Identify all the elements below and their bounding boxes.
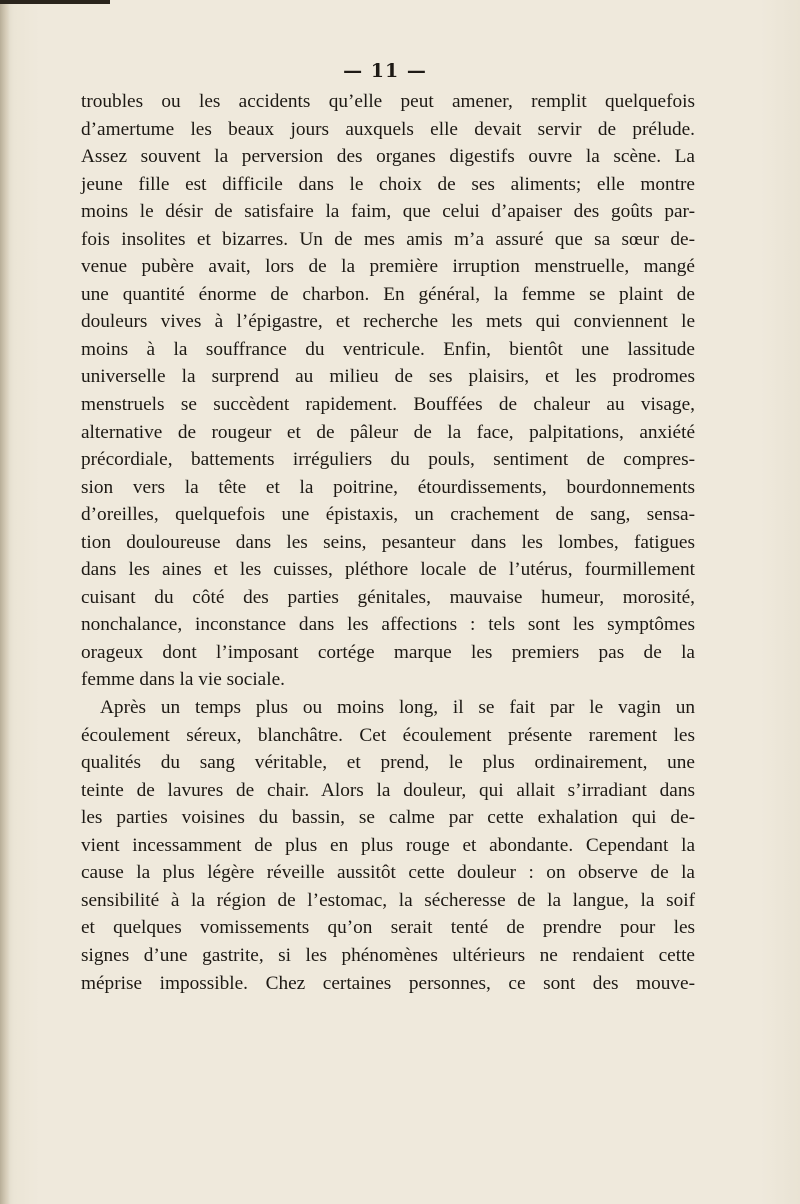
text-line: d’amertume les beaux jours auxquels elle devait servir de prélude.: [81, 118, 695, 140]
text-line: menstruels se succèdent rapidement. Bouffées de chaleur au visage,: [81, 394, 695, 416]
text-line: cuisant du côté des parties génitales, mauvaise humeur, morosité,: [81, 586, 695, 608]
text-line: une quantité énorme de charbon. En général, la femme se plaint de: [81, 283, 695, 305]
text-line: femme dans la vie sociale.: [81, 669, 285, 691]
text-line: Après un temps plus ou moins long, il se fait par le vagin un: [100, 697, 695, 719]
text-line: précordiale, battements irréguliers du pouls, sentiment de compres-: [81, 449, 695, 471]
text-line: fois insolites et bizarres. Un de mes amis m’a assuré que sa sœur de-: [81, 228, 695, 250]
text-line: dans les aines et les cuisses, pléthore locale de l’utérus, fourmillement: [81, 559, 695, 581]
binding-shadow: [0, 0, 10, 1204]
text-line: douleurs vives à l’épigastre, et recherche les mets qui conviennent le: [81, 311, 695, 333]
text-line: troubles ou les accidents qu’elle peut amener, remplit quelquefois: [81, 91, 695, 112]
text-line: venue pubère avait, lors de la première irruption menstruelle, mangé: [81, 256, 695, 278]
page-number: — 11 —: [343, 60, 427, 82]
text-line: d’oreilles, quelquefois une épistaxis, un crachement de sang, sensa-: [81, 504, 695, 526]
body-text: [81, 88, 695, 997]
text-line: sion vers la tête et la poitrine, étourdissements, bourdonnements: [81, 476, 695, 498]
page-edge-mark: [0, 0, 110, 4]
text-line: moins le désir de satisfaire la faim, que celui d’apaiser des goûts par-: [81, 201, 695, 223]
paragraph-2: [81, 694, 695, 997]
text-line: Assez souvent la perversion des organes digestifs ouvre la scène. La: [81, 146, 695, 168]
text-line: universelle la surprend au milieu de ses plaisirs, et les prodromes: [81, 366, 695, 388]
text-line: teinte de lavures de chair. Alors la douleur, qui allait s’irradiant dans: [81, 779, 695, 801]
text-line: orageux dont l’imposant cortége marque les premiers pas de la: [81, 641, 695, 663]
text-line: qualités du sang véritable, et prend, le plus ordinairement, une: [81, 752, 695, 774]
text-line: les parties voisines du bassin, se calme par cette exhalation qui de-: [81, 807, 695, 829]
text-line: écoulement séreux, blanchâtre. Cet écoulement présente rarement les: [81, 724, 695, 746]
text-line: signes d’une gastrite, si les phénomènes ultérieurs ne rendaient cette: [81, 944, 695, 966]
text-line: nonchalance, inconstance dans les affections : tels sont les symptômes: [81, 614, 695, 636]
text-line: et quelques vomissements qu’on serait tenté de prendre pour les: [81, 917, 695, 939]
text-line: cause la plus légère réveille aussitôt cette douleur : on observe de la: [81, 862, 695, 884]
text-line: méprise impossible. Chez certaines personnes, ce sont des mouve-: [81, 972, 695, 994]
text-line: tion douloureuse dans les seins, pesanteur dans les lombes, fatigues: [81, 531, 695, 553]
text-line: jeune fille est difficile dans le choix de ses aliments; elle montre: [81, 173, 695, 195]
paragraph-1: [81, 88, 695, 694]
text-line: moins à la souffrance du ventricule. Enfin, bientôt une lassitude: [81, 338, 695, 360]
text-line: sensibilité à la région de l’estomac, la sécheresse de la langue, la soif: [81, 889, 695, 911]
text-line: alternative de rougeur et de pâleur de la face, palpitations, anxiété: [81, 421, 695, 443]
text-line: vient incessamment de plus en plus rouge et abondante. Cependant la: [81, 834, 695, 856]
